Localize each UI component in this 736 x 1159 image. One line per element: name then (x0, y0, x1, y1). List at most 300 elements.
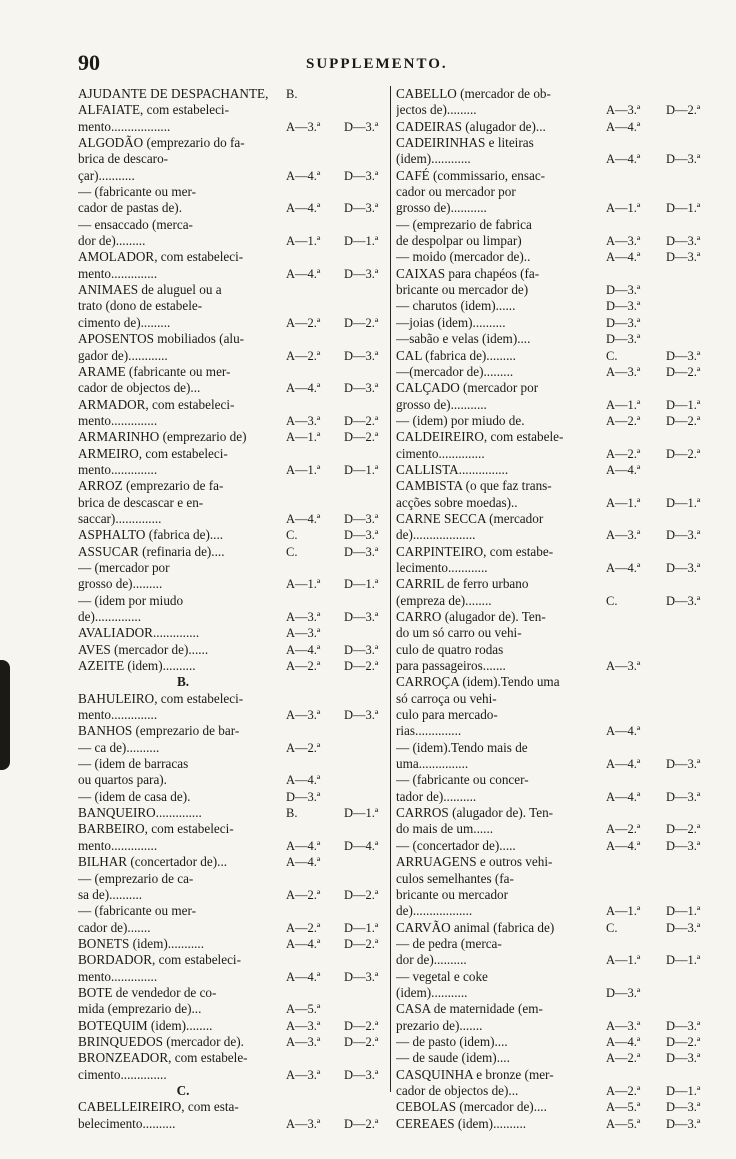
entry-row (396, 233, 714, 249)
entry-text: de).............. (78, 609, 141, 624)
entry-row (78, 871, 394, 887)
class-a-value: A—4.ª (286, 773, 321, 788)
class-a-value: A—3.ª (606, 103, 641, 118)
class-d-value: D—3.ª (666, 1116, 701, 1131)
entry-text: bricante ou mercador (396, 886, 509, 902)
entry-row (78, 772, 394, 788)
class-a-value: A—4.ª (286, 838, 321, 853)
class-d-value: D—3.ª (344, 969, 379, 984)
entry-row (78, 560, 394, 576)
class-d-value: D—3.ª (344, 544, 379, 559)
class-d-value: D—1.ª (666, 397, 701, 412)
class-a-value: A—3.ª (286, 626, 321, 641)
class-d-value: D—3.ª (666, 1051, 701, 1066)
entry-row (78, 102, 394, 118)
class-a-value: A—1.ª (606, 201, 641, 216)
entry-row (396, 397, 714, 413)
entry-text: CABELLEIREIRO, com esta- (78, 1099, 239, 1115)
entry-row (396, 789, 714, 805)
entry-row (78, 348, 394, 364)
class-a-value: A—4.ª (606, 1034, 641, 1049)
entry-text: belecimento.......... (78, 1115, 176, 1131)
class-a-value: A—4.ª (606, 724, 641, 739)
entry-text: CARRIL de ferro urbano (396, 576, 529, 592)
entry-row (396, 86, 714, 102)
entry-row (396, 168, 714, 184)
entry-row (78, 135, 394, 151)
entry-text: (idem)........... (396, 984, 468, 1000)
entry-text: — (fabricante ou mer- (78, 903, 196, 919)
entry-text: cador de objectos de)... (396, 1082, 519, 1098)
entry-text: CAFÉ (commissario, ensac- (396, 167, 546, 183)
entry-row (396, 838, 714, 854)
entry-text: saccar).............. (78, 510, 162, 526)
entry-text: ALGODÃO (emprezario do fa- (78, 135, 245, 151)
entry-text: ARRUAGENS e outros vehi- (396, 854, 553, 870)
class-d-value: D—2.ª (344, 1018, 379, 1033)
entry-row (78, 233, 394, 249)
class-a-value: A—2.ª (606, 1051, 641, 1066)
entry-row (78, 1116, 394, 1132)
class-a-value: A—3.ª (606, 234, 641, 249)
entry-text: CADEIRAS (alugador de)... (396, 118, 546, 134)
class-a-value: A—2.ª (286, 887, 321, 902)
entry-row (396, 119, 714, 135)
entry-text: mida (emprezario de)... (78, 1001, 202, 1017)
class-a-value: A—4.ª (606, 119, 641, 134)
class-d-value: D—3.ª (666, 838, 701, 853)
entry-text: — (concertador de)..... (396, 837, 516, 853)
entry-text: ARMARINHO (emprezario de) (78, 429, 247, 445)
entry-row (396, 740, 714, 756)
class-a-value: A—4.ª (606, 152, 641, 167)
class-a-value: A—2.ª (286, 659, 321, 674)
class-a-value: A—4.ª (286, 168, 321, 183)
entry-text: BAHULEIRO, com estabeleci- (78, 690, 244, 706)
class-a-value: A—4.ª (606, 838, 641, 853)
entry-text: — moido (mercador de).. (396, 249, 531, 265)
entry-text: CAL (fabrica de)......... (396, 347, 516, 363)
column-divider (390, 86, 391, 1092)
class-a-value: D—3.ª (606, 332, 641, 347)
entry-text: bricante ou mercador de) (396, 282, 529, 298)
class-a-value: A—5.ª (606, 1100, 641, 1115)
entry-text: BILHAR (concertador de)... (78, 854, 228, 870)
entry-text: — (idem de casa de). (78, 788, 191, 804)
entry-row (396, 380, 714, 396)
entry-text: çar)........... (78, 167, 135, 183)
entry-row (396, 723, 714, 739)
entry-row (396, 1034, 714, 1050)
entry-text: — (idem) por miudo de. (396, 412, 525, 428)
class-d-value: D—3.ª (666, 348, 701, 363)
entry-text: brica de descascar e en- (78, 494, 204, 510)
class-d-value: D—3.ª (666, 1100, 701, 1115)
entry-row (78, 609, 394, 625)
class-a-value: A—4.ª (606, 250, 641, 265)
entry-row (78, 969, 394, 985)
entry-text: — vegetal e coke (396, 968, 488, 984)
entry-text: — (fabricante ou concer- (396, 772, 529, 788)
class-a-value: A—3.ª (286, 1034, 321, 1049)
class-d-value: D—1.ª (344, 234, 379, 249)
entry-text: CEREAES (idem).......... (396, 1115, 527, 1131)
class-a-value: A—3.ª (286, 610, 321, 624)
class-d-value: D—1.ª (344, 920, 379, 935)
entry-row (396, 920, 714, 936)
class-d-value: D—1.ª (666, 953, 701, 968)
entry-text: (empreza de)........ (396, 592, 492, 608)
entry-text: culo para mercado- (396, 707, 498, 723)
class-d-value: D—4.ª (344, 838, 379, 853)
class-a-value: A—3.ª (286, 1067, 321, 1082)
class-a-value: A—1.ª (286, 462, 321, 477)
entry-row (78, 1050, 394, 1066)
class-d-value: D—2.ª (344, 936, 379, 951)
class-d-value: D—2.ª (666, 446, 701, 461)
entry-row (78, 1067, 394, 1083)
entry-text: —sabão e velas (idem).... (396, 331, 531, 347)
page-number: 90 (78, 50, 100, 75)
entry-row (78, 315, 394, 331)
entry-text: de despolpar ou limpar) (396, 233, 522, 249)
entry-text: sa de).......... (78, 886, 143, 902)
entry-text: acções sobre moedas).. (396, 494, 518, 510)
entry-text: — (mercador por (78, 559, 170, 575)
entry-text: ANIMAES de aluguel ou a (78, 282, 222, 298)
entry-row (396, 560, 714, 576)
class-a-value: A—2.ª (286, 740, 321, 755)
entry-text: brica de descaro- (78, 151, 169, 167)
class-d-value: D—3.ª (666, 234, 701, 249)
entry-text: — (emprezario de ca- (78, 870, 194, 886)
class-a-value: A—4.ª (286, 201, 321, 216)
entry-text: CARROÇA (idem).Tendo uma (396, 674, 560, 690)
entry-text: — ca de).......... (78, 739, 160, 755)
entry-row (396, 1050, 714, 1066)
entry-row (396, 348, 714, 364)
class-d-value: D—3.ª (666, 1018, 701, 1033)
class-d-value: D—2.ª (666, 103, 701, 118)
entry-text: ARMEIRO, com estabeleci- (78, 445, 228, 461)
class-a-value: A—4.ª (606, 560, 641, 575)
class-a-value: A—4.ª (606, 757, 641, 772)
entry-text: grosso de)......... (78, 576, 163, 592)
entry-text: jectos de)......... (396, 102, 477, 118)
entry-text: cador de objectos de)... (78, 380, 201, 396)
entry-text: C. (176, 1082, 190, 1098)
class-d-value: D—3.ª (344, 168, 379, 183)
entry-text: CASA de maternidade (em- (396, 1001, 543, 1017)
entry-row (78, 249, 394, 265)
entry-row (78, 625, 394, 641)
entry-row (78, 691, 394, 707)
class-d-value: D—2.ª (666, 1034, 701, 1049)
entry-text: CABELLO (mercador de ob- (396, 86, 551, 101)
entry-row (78, 1018, 394, 1034)
entry-text: prezario de)....... (396, 1017, 483, 1033)
class-a-value: A—1.ª (286, 577, 321, 592)
entry-text: — ensaccado (merca- (78, 216, 193, 232)
entry-text: BRINQUEDOS (mercador de). (78, 1033, 244, 1049)
entry-row (396, 772, 714, 788)
entry-row (78, 495, 394, 511)
entry-text: grosso de)........... (396, 396, 487, 412)
entry-row (78, 151, 394, 167)
entry-row (396, 478, 714, 494)
entry-text: cador ou mercador por (396, 184, 516, 200)
entry-row (396, 1018, 714, 1034)
entry-row (78, 1034, 394, 1050)
entry-row (78, 119, 394, 135)
entry-row (396, 952, 714, 968)
class-d-value: D—3.ª (344, 266, 379, 281)
entry-row (78, 544, 394, 560)
class-a-value: A—3.ª (286, 119, 321, 134)
class-d-value: D—2.ª (666, 364, 701, 379)
entry-row (396, 446, 714, 462)
entry-text: — (idem por miudo (78, 592, 184, 608)
class-a-value: B. (286, 806, 298, 821)
class-d-value: D—3.ª (344, 381, 379, 396)
class-d-value: D—3.ª (344, 511, 379, 526)
entry-row (78, 789, 394, 805)
class-a-value: A—3.ª (286, 708, 321, 723)
entry-row (396, 1067, 714, 1083)
entry-text: CALDEIREIRO, com estabele- (396, 429, 564, 445)
entry-text: mento.................. (78, 118, 171, 134)
entry-text: cador de pastas de). (78, 200, 182, 216)
entry-text: CARROS (alugador de). Ten- (396, 805, 554, 821)
entry-text: mento.............. (78, 461, 158, 477)
entry-row (396, 658, 714, 674)
entry-text: só carroça ou vehi- (396, 690, 497, 706)
entry-row (78, 756, 394, 772)
entry-row (396, 413, 714, 429)
entry-row (78, 658, 394, 674)
class-d-value: D—2.ª (344, 887, 379, 902)
class-a-value: A—4.ª (286, 266, 321, 281)
entry-row (396, 544, 714, 560)
entry-row (396, 707, 714, 723)
entry-text: mento.............. (78, 837, 158, 853)
entry-text: BANHOS (emprezario de bar- (78, 723, 240, 739)
entry-row (78, 331, 394, 347)
class-a-value: D—3.ª (606, 315, 641, 330)
class-a-value: A—3.ª (606, 659, 641, 674)
class-d-value: D—3.ª (344, 1067, 379, 1082)
entry-text: BRONZEADOR, com estabele- (78, 1050, 248, 1066)
entry-row (396, 887, 714, 903)
entry-row (78, 821, 394, 837)
class-a-value: A—1.ª (286, 430, 321, 445)
entry-row (78, 903, 394, 919)
class-d-value: D—3.ª (666, 152, 701, 167)
entry-row (396, 282, 714, 298)
class-d-value: D—3.ª (666, 250, 701, 265)
class-d-value: D—2.ª (344, 1034, 379, 1049)
entry-text: — (fabricante ou mer- (78, 184, 196, 200)
entry-row (78, 642, 394, 658)
entry-text: AMOLADOR, com estabeleci- (78, 249, 244, 265)
entry-text: gador de)............ (78, 347, 168, 363)
entry-row (78, 740, 394, 756)
entry-row (396, 625, 714, 641)
entry-row (78, 887, 394, 903)
class-a-value: A—4.ª (286, 855, 321, 870)
class-d-value: D—1.ª (344, 462, 379, 477)
entry-text: —(mercador de)......... (396, 363, 514, 379)
class-d-value: D—3.ª (666, 789, 701, 804)
entry-text: — de pedra (merca- (396, 935, 502, 951)
entry-row (396, 511, 714, 527)
entry-text: (idem)............ (396, 151, 471, 167)
class-a-value: A—4.ª (286, 381, 321, 396)
entry-row (78, 429, 394, 445)
entry-row (78, 952, 394, 968)
class-a-value: D—3.ª (286, 789, 321, 804)
entry-text: cimento.............. (78, 1066, 167, 1082)
entry-row (78, 936, 394, 952)
entry-text: —joias (idem).......... (396, 314, 506, 330)
entry-row (78, 723, 394, 739)
class-a-value: A—4.ª (286, 936, 321, 951)
class-d-value: D—3.ª (666, 757, 701, 772)
class-a-value: D—3.ª (606, 985, 641, 1000)
class-a-value: C. (606, 593, 618, 608)
entry-text: de)................... (396, 527, 476, 543)
entry-row (396, 756, 714, 772)
entry-row (396, 527, 714, 543)
entry-row (396, 1001, 714, 1017)
class-d-value: D—3.ª (344, 201, 379, 216)
entry-text: dor de)......... (78, 233, 146, 249)
entry-text: BORDADOR, com estabeleci- (78, 952, 241, 968)
entry-row (396, 298, 714, 314)
entry-row (78, 413, 394, 429)
entry-text: tador de).......... (396, 788, 477, 804)
entry-text: de).................. (396, 903, 473, 919)
entry-text: rias.............. (396, 723, 462, 739)
entry-row (78, 854, 394, 870)
entry-row (396, 903, 714, 919)
entry-row (396, 576, 714, 592)
class-a-value: A—4.ª (606, 789, 641, 804)
entry-row (78, 298, 394, 314)
class-d-value: D—3.ª (666, 528, 701, 543)
class-d-value: D—1.ª (666, 495, 701, 510)
entry-text: ARROZ (emprezario de fa- (78, 478, 224, 494)
entry-row (396, 266, 714, 282)
entry-row (78, 805, 394, 821)
entry-text: CASQUINHA e bronze (mer- (396, 1066, 554, 1082)
class-d-value: D—3.ª (344, 528, 379, 543)
entry-text: ARMADOR, com estabeleci- (78, 396, 235, 412)
entry-text: — (idem).Tendo mais de (396, 739, 528, 755)
class-d-value: D—1.ª (666, 1083, 701, 1098)
class-d-value: D—3.ª (344, 348, 379, 363)
class-d-value: D—2.ª (666, 822, 701, 837)
class-a-value: C. (606, 920, 618, 935)
class-a-value: C. (606, 348, 618, 363)
entry-text: mento.............. (78, 707, 158, 723)
class-a-value: A—1.ª (606, 904, 641, 919)
entry-text: CADEIRINHAS e liteiras (396, 135, 534, 151)
binding-clip-mark (0, 660, 10, 770)
entry-text: CAIXAS para chapéos (fa- (396, 265, 540, 281)
entry-row (396, 854, 714, 870)
entry-row (78, 282, 394, 298)
entry-row (396, 429, 714, 445)
entry-row (78, 397, 394, 413)
entry-text: — de pasto (idem).... (396, 1033, 508, 1049)
class-d-value: D—3.ª (344, 708, 379, 723)
class-a-value: A—4.ª (286, 511, 321, 526)
entry-text: CARVÃO animal (fabrica de) (396, 919, 555, 935)
class-a-value: A—3.ª (606, 1018, 641, 1033)
class-a-value: D—3.ª (606, 283, 641, 298)
entry-row (78, 576, 394, 592)
entry-text: mento.............. (78, 412, 158, 428)
entry-row (78, 446, 394, 462)
entry-row (396, 1083, 714, 1099)
entry-row (78, 86, 394, 102)
entry-text: para passageiros....... (396, 658, 506, 674)
entry-text: B. (176, 674, 190, 690)
entry-row (78, 266, 394, 282)
class-a-value: D—3.ª (606, 299, 641, 314)
entry-text: AJUDANTE DE DESPACHANTE, (78, 86, 269, 101)
entry-row (396, 315, 714, 331)
entry-text: CAMBISTA (o que faz trans- (396, 478, 552, 494)
class-d-value: D—3.ª (666, 593, 701, 608)
class-d-value: D—2.ª (344, 1116, 379, 1131)
class-a-value: A—2.ª (286, 920, 321, 935)
class-a-value: A—3.ª (286, 413, 321, 428)
entry-text: AZEITE (idem).......... (78, 658, 196, 674)
class-a-value: A—1.ª (606, 953, 641, 968)
entry-row (396, 151, 714, 167)
class-d-value: D—2.ª (344, 413, 379, 428)
entry-row (78, 707, 394, 723)
entry-row (78, 478, 394, 494)
class-a-value: A—2.ª (606, 413, 641, 428)
class-a-value: A—1.ª (606, 397, 641, 412)
class-d-value: D—3.ª (344, 610, 379, 624)
section-letter (78, 674, 394, 690)
entry-text: CEBOLAS (mercador de).... (396, 1099, 547, 1115)
entry-text: ou quartos para). (78, 772, 167, 788)
entry-text: dor de).......... (396, 952, 467, 968)
entry-row (396, 217, 714, 233)
entry-text: grosso de)........... (396, 200, 487, 216)
entry-text: AVES (mercador de)...... (78, 641, 209, 657)
entry-row (396, 936, 714, 952)
class-a-value: A—4.ª (606, 462, 641, 477)
entry-text: — (emprezario de fabrica (396, 216, 532, 232)
class-d-value: D—1.ª (344, 806, 379, 821)
entry-text: CARRO (alugador de). Ten- (396, 609, 546, 624)
class-a-value: A—5.ª (606, 1116, 641, 1131)
class-d-value: D—3.ª (666, 920, 701, 935)
entry-row (396, 593, 714, 609)
entry-row (396, 609, 714, 625)
entry-row (78, 985, 394, 1001)
section-letter (78, 1083, 394, 1099)
entry-row (396, 1099, 714, 1115)
entry-text: ALFAIATE, com estabeleci- (78, 102, 229, 118)
class-d-value: D—1.ª (344, 577, 379, 592)
